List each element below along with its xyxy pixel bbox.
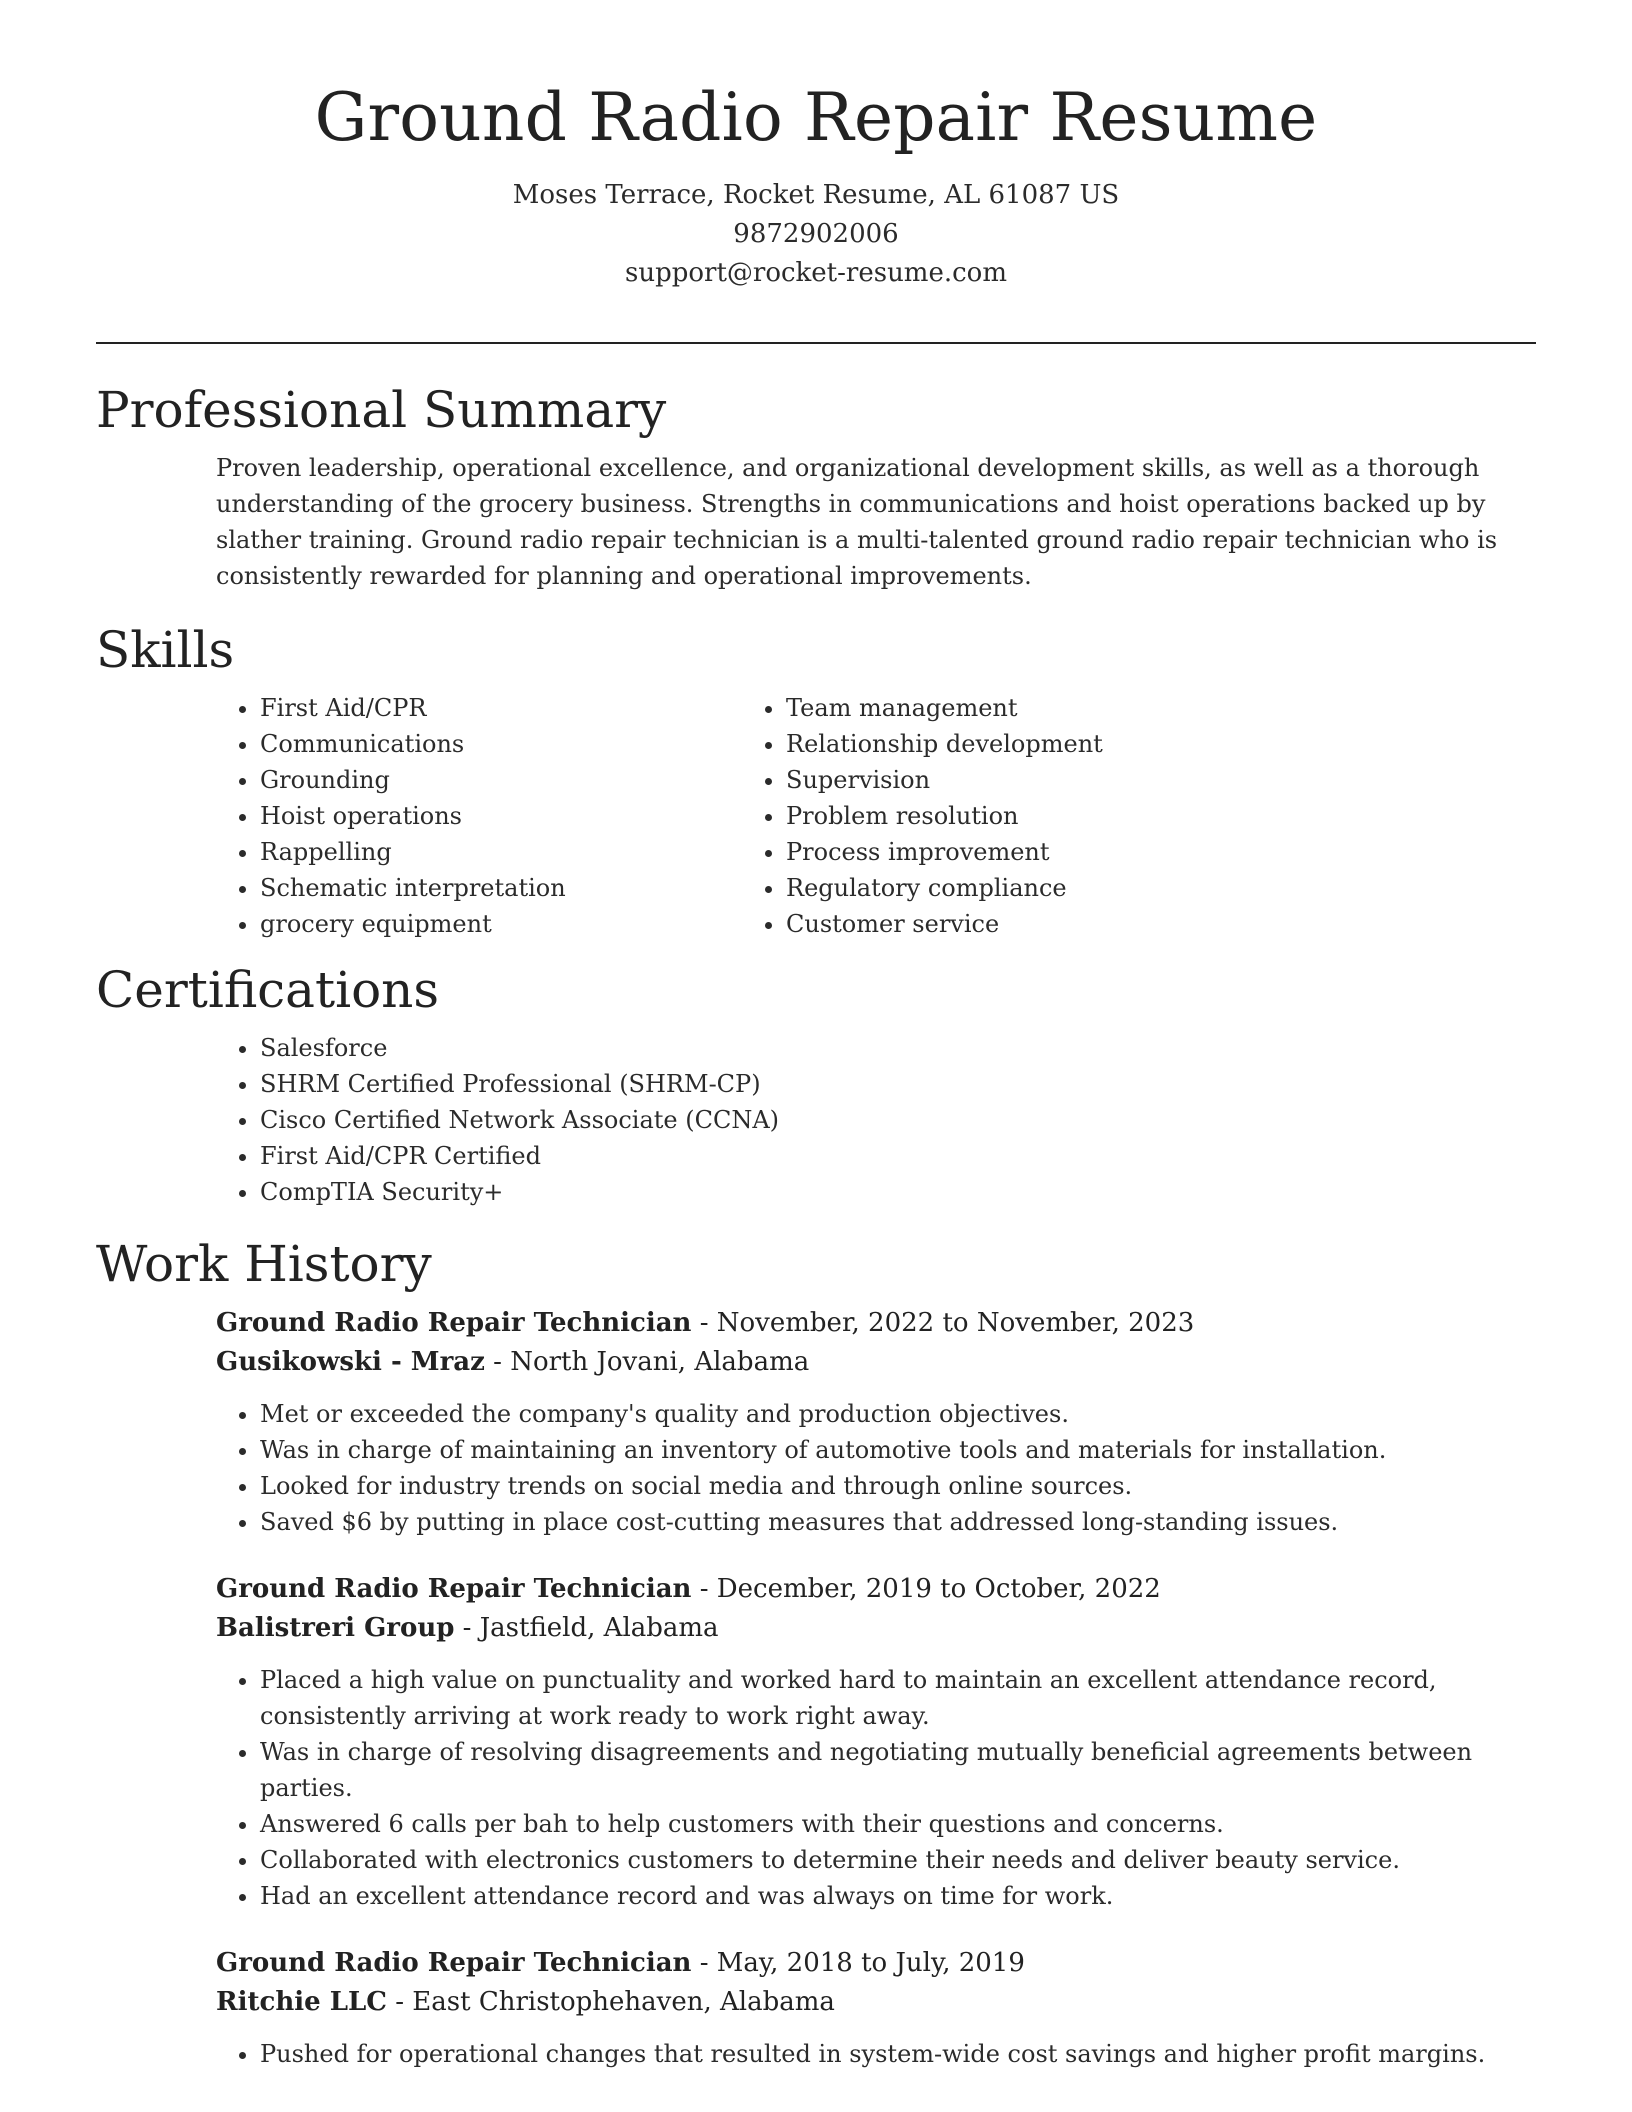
skills-column-right — [746, 690, 1103, 942]
job-entry — [216, 1944, 1536, 2072]
skills-list-right — [746, 690, 1103, 942]
summary-heading: Professional Summary — [96, 381, 667, 439]
skill-item: • Team management — [786, 690, 1103, 726]
skill-item: • Grounding — [260, 762, 746, 798]
job-bullet: • Looked for industry trends on social media and through online sources. — [260, 1468, 1536, 1504]
job-dates: - November, 2022 to November, 2023 — [691, 1308, 1195, 1338]
phone: 9872902006 — [733, 218, 899, 249]
skill-item: • Problem resolution — [786, 798, 1103, 834]
skill-item: • Communications — [260, 726, 746, 762]
skills-column-left — [96, 690, 746, 942]
job-entry — [216, 1304, 1536, 1540]
job-company-line — [216, 1343, 1536, 1382]
job-bullets — [216, 2036, 1536, 2072]
job-bullet: • Answered 6 calls per bah to help customers with their questions and concerns. — [260, 1806, 1536, 1842]
summary-section — [96, 380, 1536, 594]
resume-header — [96, 80, 1536, 293]
skill-item: • Hoist operations — [260, 798, 746, 834]
job-company: Balistreri Group — [216, 1613, 455, 1643]
certification-item: • SHRM Certified Professional (SHRM-CP) — [260, 1066, 1536, 1102]
skill-item: • Regulatory compliance — [786, 870, 1103, 906]
skill-item: • Schematic interpretation — [260, 870, 746, 906]
job-bullets — [216, 1662, 1536, 1914]
job-bullet: • Met or exceeded the company's quality and production objectives. — [260, 1396, 1536, 1432]
job-entry — [216, 1570, 1536, 1914]
job-bullet: • Collaborated with electronics customers to determine their needs and deliver beauty service. — [260, 1842, 1536, 1878]
job-bullet: • Was in charge of resolving disagreements and negotiating mutually beneficial agreements between parties. — [260, 1734, 1536, 1806]
work-history-section — [96, 1234, 1536, 2072]
job-company: Gusikowski - Mraz — [216, 1347, 485, 1377]
skill-item: • Relationship development — [786, 726, 1103, 762]
skills-section — [96, 620, 1536, 942]
job-dates: - December, 2019 to October, 2022 — [691, 1574, 1161, 1604]
email: support@rocket-resume.com — [624, 257, 1007, 288]
resume-title: Ground Radio Repair Resume — [314, 79, 1318, 156]
job-bullet: • Saved $6 by putting in place cost-cutting measures that addressed long-standing issues. — [260, 1504, 1536, 1540]
skills-list-left — [96, 690, 746, 942]
job-company-line — [216, 1609, 1536, 1648]
skill-item: • Process improvement — [786, 834, 1103, 870]
skill-item: • Supervision — [786, 762, 1103, 798]
skill-item: • First Aid/CPR — [260, 690, 746, 726]
certifications-heading: Certifications — [96, 961, 440, 1019]
certifications-list — [96, 1030, 1536, 1210]
job-location: - North Jovani, Alabama — [484, 1347, 810, 1377]
job-bullet: • Placed a high value on punctuality and worked hard to maintain an excellent attendance record, consistently arriving at work ready to work right away. — [260, 1662, 1536, 1734]
job-title: Ground Radio Repair Technician — [216, 1574, 692, 1604]
job-bullet: • Had an excellent attendance record and was always on time for work. — [260, 1878, 1536, 1914]
job-bullets — [216, 1396, 1536, 1540]
job-title-line — [216, 1570, 1536, 1609]
certifications-section — [96, 960, 1536, 1210]
job-company-line — [216, 1983, 1536, 2022]
work-history-heading: Work History — [96, 1235, 432, 1293]
job-company: Ritchie LLC — [216, 1987, 387, 2017]
certification-item: • Cisco Certified Network Associate (CCNA) — [260, 1102, 1536, 1138]
job-title: Ground Radio Repair Technician — [216, 1948, 692, 1978]
job-location: - East Christophehaven, Alabama — [386, 1987, 835, 2017]
job-bullet: • Was in charge of maintaining an inventory of automotive tools and materials for installation. — [260, 1432, 1536, 1468]
skill-item: • Customer service — [786, 906, 1103, 942]
job-title: Ground Radio Repair Technician — [216, 1308, 692, 1338]
skill-item: • Rappelling — [260, 834, 746, 870]
job-bullet: • Pushed for operational changes that resulted in system-wide cost savings and higher profit margins. — [260, 2036, 1536, 2072]
skills-grid — [96, 690, 1536, 942]
summary-text: Proven leadership, operational excellence, and organizational development skills, as well as a thorough understanding of the grocery business. Strengths in communications and hoist operations backed up by slather training. Ground radio repair technician is a multi-talented ground radio repair technician who is consistently rewarded for planning and operational improvements. — [216, 454, 1498, 590]
certification-item: • CompTIA Security+ — [260, 1174, 1536, 1210]
job-dates: - May, 2018 to July, 2019 — [691, 1948, 1025, 1978]
job-title-line — [216, 1304, 1536, 1343]
address: Moses Terrace, Rocket Resume, AL 61087 US — [512, 179, 1120, 210]
skill-item: • grocery equipment — [260, 906, 746, 942]
certification-item: • Salesforce — [260, 1030, 1536, 1066]
job-title-line — [216, 1944, 1536, 1983]
header-divider — [96, 342, 1536, 344]
contact-info — [96, 176, 1536, 293]
certification-item: • First Aid/CPR Certified — [260, 1138, 1536, 1174]
skills-heading: Skills — [96, 621, 235, 679]
resume-content — [96, 380, 1536, 2102]
job-location: - Jastfield, Alabama — [454, 1613, 719, 1643]
